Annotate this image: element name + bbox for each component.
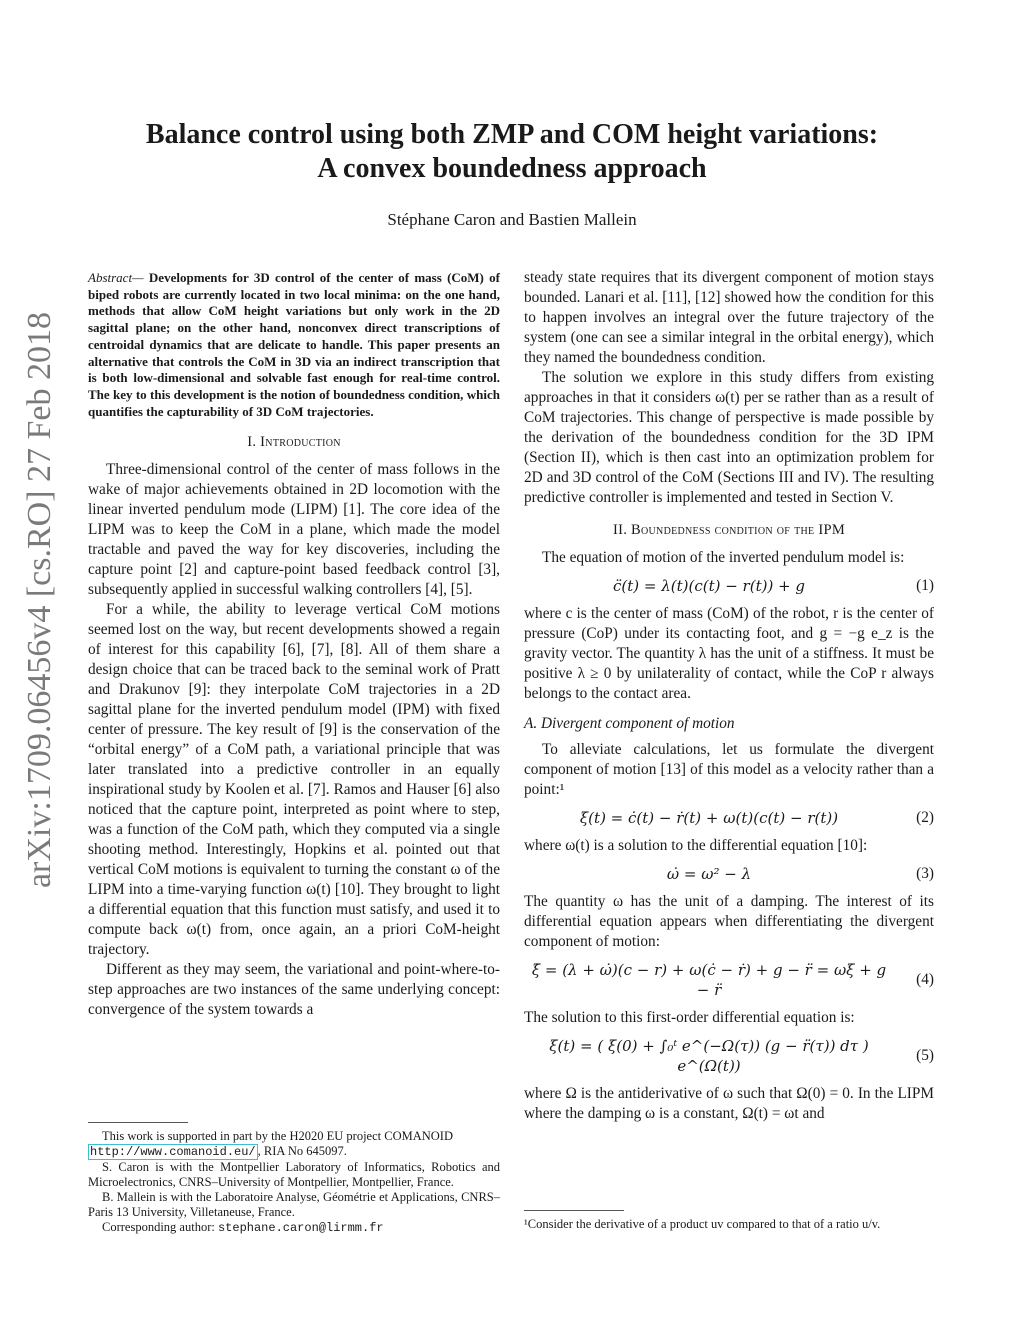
equation-2-number: (2) (916, 809, 934, 826)
right-paragraph-9: where Ω is the antiderivative of ω such that Ω(0) = 0. In the LIPM where the damping ω is a constant, Ω(t) = ωt and (524, 1085, 934, 1122)
footnote-corresponding (88, 1220, 500, 1236)
right-paragraph-3: The equation of motion of the inverted pendulum model is: (542, 549, 905, 566)
corresponding-email[interactable]: stephane.caron@lirmm.fr (217, 1221, 384, 1235)
right-paragraph-4: where c is the center of mass (CoM) of the robot, r is the center of pressure (CoP) under its contacting foot, and g = −g e_z is the gravity vector. The quantity λ has the unit of a stiffness. It must be positive λ ≥ 0 by unilaterality of contact, while the CoP r always belongs to the contact area. (524, 605, 934, 702)
authors: Stéphane Caron and Bastien Mallein (387, 210, 637, 229)
footnote-funding-suffix: , RIA No 645097. (257, 1144, 347, 1158)
equation-2 (524, 808, 934, 828)
footnote-funding-text: This work is supported in part by the H2020 EU project COMANOID (102, 1129, 453, 1143)
right-footnote (524, 1210, 934, 1232)
equation-5 (524, 1036, 934, 1076)
right-column (524, 268, 934, 1124)
equation-4-number: (4) (916, 971, 934, 988)
intro-paragraph-2: For a while, the ability to leverage vertical CoM motions seemed lost on the way, but recent developments showed a regain of interest for this capability [6], [7], [8]. All of them share a design choice that can be traced back to the seminal work of Pratt and Drakunov [9]: they interpolate CoM trajectories in a 2D sagittal plane for the inverted pendulum model (IPM) with fixed center of pressure. The key result of [9] is the conservation of the “orbital energy” of a CoM path, a variational principle that was later translated into a predictive controller in an equally inspirational study by Koolen et al. [7]. Ramos and Hauser [6] also noticed that the capture point, interpreted as point where to step, was a function of the CoM path, which they computed via a single shooting method. Interestingly, Hopkins et al. pointed out that vertical CoM motions is equivalent to turning the constant ω of the LIPM into a time-varying function ω(t) [10]. They brought to light a differential equation that this function must satisfy, and used it to compute back ω(t) from, once again, an a priori CoM-height trajectory. (88, 601, 500, 959)
equation-3-body: ω̇ = ω² − λ (666, 865, 752, 883)
footnote-caron: S. Caron is with the Montpellier Laboratory of Informatics, Robotics and Microelectronics, CNRS–University of Montpellier, Montpellier, France. (88, 1160, 500, 1189)
comanoid-link[interactable]: http://www.comanoid.eu/ (90, 1145, 256, 1159)
equation-1-body: c̈(t) = λ(t)(c(t) − r(t)) + g (612, 577, 806, 595)
subsection-divergent: A. Divergent component of motion (524, 715, 735, 732)
equation-5-number: (5) (916, 1047, 934, 1064)
right-paragraph-5: To alleviate calculations, let us formulate the divergent component of motion [13] of this model as a velocity rather than a point:¹ (524, 741, 934, 798)
arxiv-identifier: arXiv:1709.06456v4 [cs.RO] 27 Feb 2018 (21, 311, 58, 889)
equation-5-body: ξ(t) = ( ξ(0) + ∫₀ᵗ e^(−Ω(τ)) (g − r̈(τ)) dτ ) e^(Ω(t)) (549, 1037, 869, 1075)
right-footnote-rule (524, 1210, 624, 1211)
title-line-2: A convex boundedness approach (317, 153, 707, 184)
equation-2-body: ξ(t) = ċ(t) − ṙ(t) + ω(t)(c(t) − r(t)) (579, 809, 839, 827)
footnotes (88, 1122, 500, 1236)
footnote-1: ¹Consider the derivative of a product uv compared to that of a ratio u/v. (524, 1217, 881, 1231)
paper-title (90, 118, 934, 186)
left-column (88, 270, 500, 1020)
right-paragraph-2: The solution we explore in this study differs from existing approaches in that it considers ω(t) per se rather than as a result of CoM trajectories. This change of perspective is made possible by the derivation of the boundedness condition for the 3D IPM (Section II), which is then cast into an optimization problem for 2D and 3D control of the CoM (Sections III and IV). The resulting predictive controller is implemented and tested in Section V. (524, 369, 934, 506)
equation-4-body: ξ̇ = (λ + ω̇)(c − r) + ω(ċ − ṙ) + g − r̈ = ωξ + g − r̈ (531, 961, 887, 999)
intro-paragraph-3: Different as they may seem, the variational and point-where-to-step approaches are two instances of the same underlying concept: convergence of the system towards a (88, 961, 500, 1019)
abstract-text: Developments for 3D control of the center of mass (CoM) of biped robots are currently located in two local minima: on the one hand, methods that allow CoM height variations but only work in the 2D sagittal plane; on the other hand, nonconvex direct transcriptions of centroidal dynamics that are delicate to handle. This paper presents an alternative that controls the CoM in 3D via an indirect transcription that is both low-dimensional and solvable fast enough for real-time control. The key to this development is the notion of boundedness condition, which quantifies the capturability of 3D CoM trajectories. (88, 270, 501, 419)
right-paragraph-7: The quantity ω has the unit of a damping. The interest of its differential equation appears when differentiating the divergent component of motion: (524, 893, 934, 950)
corresponding-label: Corresponding author: (102, 1220, 218, 1234)
equation-1-number: (1) (916, 577, 934, 594)
right-paragraph-1: steady state requires that its divergent component of motion stays bounded. Lanari et al. [11], [12] showed how the condition for this to happen involves an integral over the future trajectory of the system (one can see a similar integral in the orbital energy), which they named the boundedness condition. (524, 269, 934, 366)
equation-3 (524, 864, 934, 884)
footnote-rule (88, 1122, 188, 1123)
equation-1 (524, 576, 934, 596)
right-paragraph-6: where ω(t) is a solution to the differential equation [10]: (524, 837, 868, 854)
footnote-funding (88, 1129, 500, 1160)
arxiv-sidebar (18, 240, 62, 960)
equation-3-number: (3) (916, 865, 934, 882)
right-paragraph-8: The solution to this first-order differential equation is: (524, 1009, 855, 1026)
abstract-label: Abstract— (88, 270, 144, 285)
section-heading-boundedness: II. Boundedness condition of the IPM (612, 522, 846, 538)
equation-4 (524, 960, 934, 1000)
intro-paragraph-1: Three-dimensional control of the center of mass follows in the wake of major achievements obtained in 2D locomotion with the linear inverted pendulum mode (LIPM) [1]. The core idea of the LIPM was to keep the CoM in a plane, which made the model tractable and paved the way for key discoveries, including the capture point [2] and capture-point based feedback control [3], subsequently applied in successful walking controllers [4], [5]. (88, 461, 500, 599)
title-line-1: Balance control using both ZMP and COM height variations: (145, 119, 879, 150)
abstract (88, 270, 500, 420)
footnote-mallein: B. Mallein is with the Laboratoire Analyse, Géométrie et Applications, CNRS–Paris 13 University, Villetaneuse, France. (88, 1190, 500, 1219)
section-heading-introduction: I. Introduction (247, 434, 341, 451)
